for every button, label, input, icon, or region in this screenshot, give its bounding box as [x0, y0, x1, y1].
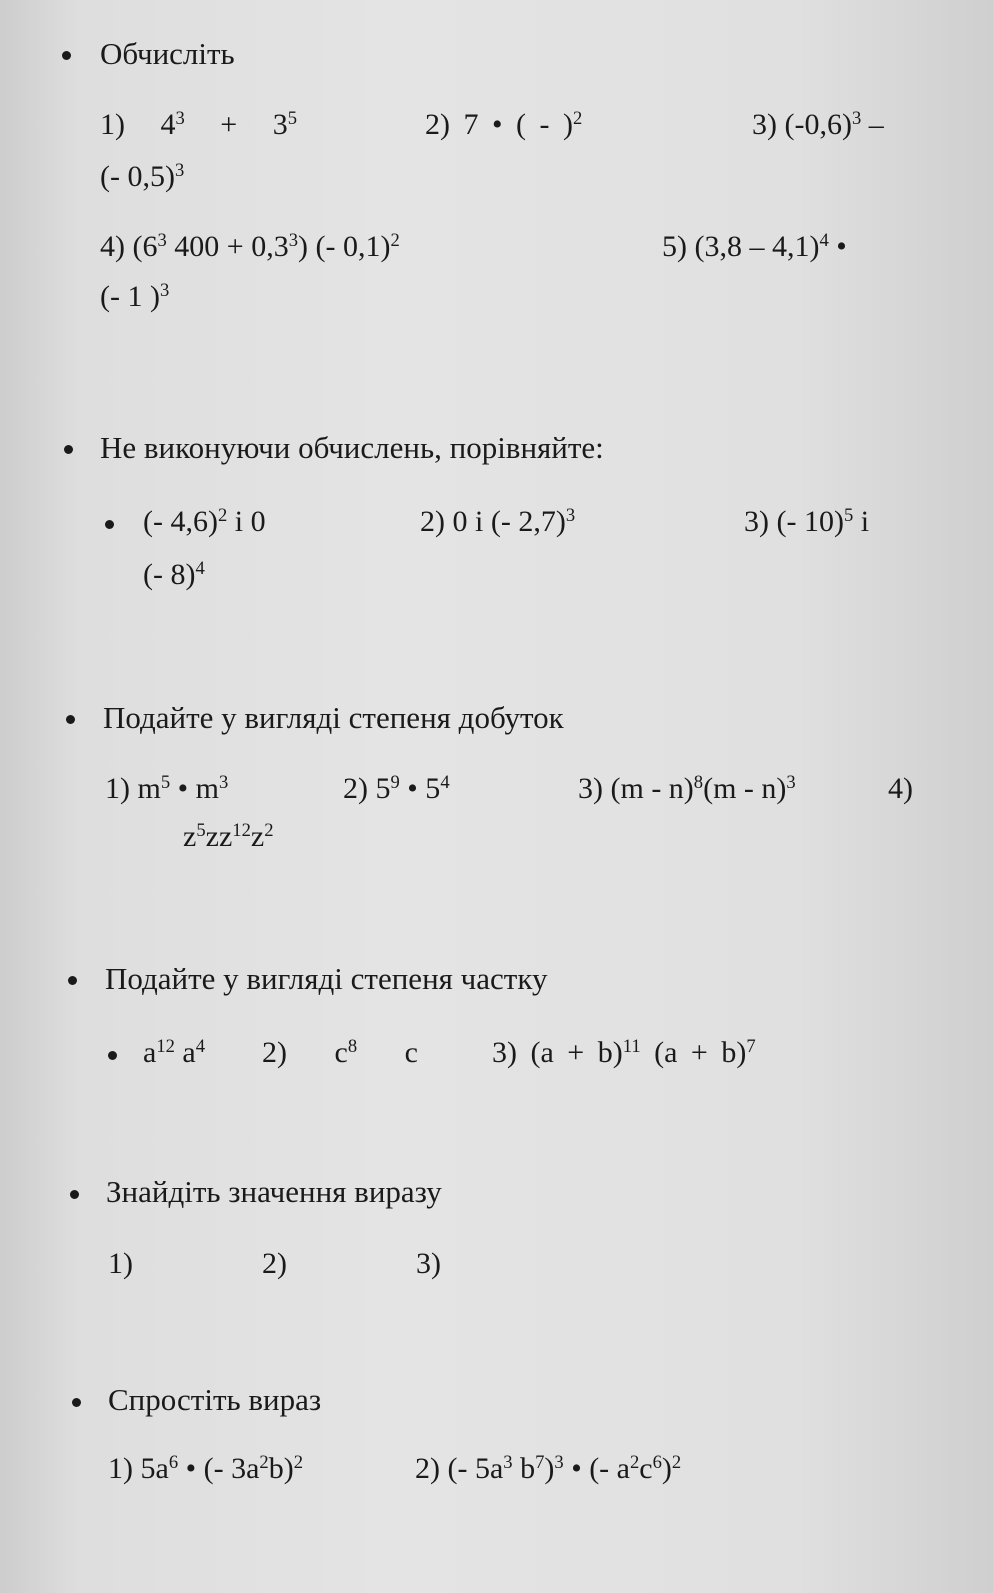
expr-text: 7 • ( - ) — [463, 108, 573, 141]
expr-line — [416, 1247, 441, 1281]
expr-line — [100, 230, 400, 264]
exponent: 2 — [572, 107, 583, 129]
expr-text: a — [143, 1036, 157, 1069]
exponent: 3 — [159, 279, 170, 301]
expr-line — [662, 230, 847, 264]
expr-line — [183, 820, 273, 854]
expr-text: і 0 — [227, 505, 266, 538]
expr-text: a — [174, 1036, 196, 1069]
expr-text: 2) — [262, 1036, 335, 1069]
bullet — [64, 445, 73, 454]
exponent: 4 — [440, 771, 450, 793]
exponent: 7 — [535, 1451, 545, 1473]
bullet — [108, 1051, 117, 1060]
expr-text: (- 10) — [776, 505, 844, 538]
exponent: 2 — [259, 1451, 269, 1473]
expr-text: 0 і (- 2,7) — [452, 505, 566, 538]
expr-text: 2) 5 — [343, 772, 391, 805]
expr-text: 2) — [420, 505, 453, 538]
expr-line — [343, 772, 450, 806]
expr-line — [415, 1452, 681, 1486]
expr-text: ) — [544, 1452, 555, 1485]
exponent: 5 — [287, 107, 298, 129]
expr-text: і — [853, 505, 870, 538]
exponent: 5 — [160, 771, 171, 793]
expr-line — [425, 108, 582, 142]
expr-line — [100, 160, 184, 194]
exponent: 12 — [232, 819, 251, 841]
expr-text: • m — [170, 772, 219, 805]
exponent: 6 — [652, 1451, 662, 1473]
exponent: 2 — [630, 1451, 640, 1473]
expr-text: 2) (- 5a — [415, 1452, 504, 1485]
expr-line — [100, 108, 297, 142]
expr-text: (- 0,5) — [100, 160, 175, 193]
expr-text: (- 4,6) — [143, 505, 218, 538]
expr-line — [578, 772, 796, 806]
expr-line — [262, 1247, 287, 1281]
bullet — [105, 520, 114, 529]
bullet — [68, 976, 77, 985]
expr-text: • (- a — [563, 1452, 630, 1485]
expr-text: • — [828, 230, 847, 263]
expr-text: b — [512, 1452, 536, 1485]
expr-text: 5) — [662, 230, 695, 263]
expr-text: ) — [661, 1452, 672, 1485]
expr-line — [262, 1036, 418, 1070]
exponent: 4 — [195, 1035, 206, 1057]
expr-text: b) — [268, 1452, 294, 1485]
expr-text: 3) — [416, 1247, 441, 1280]
expr-line — [108, 1452, 303, 1486]
expr-text: 4) — [888, 772, 913, 805]
exponent: 4 — [195, 557, 205, 579]
expr-text: 4) — [100, 230, 133, 263]
exponent: 8 — [347, 1035, 358, 1057]
expr-text: 1) — [108, 1247, 133, 1280]
bullet — [66, 715, 75, 724]
expr-text: 1) m — [105, 772, 161, 805]
expr-text: c — [639, 1452, 653, 1485]
section-title-product: Подайте у вигляді степеня добуток — [103, 700, 564, 735]
exponent: 2 — [390, 229, 400, 251]
expr-text: • 5 — [399, 772, 441, 805]
bullet — [70, 1190, 79, 1199]
exponent: 5 — [196, 819, 206, 841]
expr-line — [143, 1036, 205, 1070]
bullet — [72, 1398, 81, 1407]
expr-line — [143, 505, 266, 539]
expr-line — [143, 558, 205, 592]
expr-text: 400 + 0,3 — [166, 230, 289, 263]
expr-line — [420, 505, 575, 539]
exponent: 2 — [293, 1451, 304, 1473]
exponent: 12 — [156, 1035, 175, 1057]
exponent: 2 — [217, 504, 228, 526]
expr-text: (m - n) — [703, 772, 787, 805]
expr-text: 3) — [744, 505, 777, 538]
expr-text: (-0,6) — [784, 108, 852, 141]
exponent: 3 — [786, 771, 796, 793]
expr-text: 1) — [100, 108, 161, 141]
expr-text: 3) — [752, 108, 785, 141]
bullet — [62, 51, 71, 60]
exponent: 8 — [693, 771, 704, 793]
expr-text: zz — [205, 820, 233, 853]
section-title-compute: Обчисліть — [100, 36, 235, 71]
expr-text: 3) (m - n) — [578, 772, 694, 805]
expr-line — [100, 280, 169, 314]
expr-text: + 3 — [184, 108, 288, 141]
exponent: 9 — [390, 771, 400, 793]
expr-text: (a + b) — [640, 1036, 747, 1069]
exponent: 5 — [843, 504, 854, 526]
exponent: 6 — [168, 1451, 179, 1473]
expr-text: 2) — [425, 108, 464, 141]
exponent: 4 — [819, 229, 829, 251]
exponent: 2 — [671, 1451, 682, 1473]
expr-line — [492, 1036, 756, 1070]
expr-text: (6 — [132, 230, 158, 263]
exponent: 11 — [622, 1035, 641, 1057]
expr-text: (a + b) — [530, 1036, 623, 1069]
expr-text: 3) — [492, 1036, 531, 1069]
section-title-compare: Не виконуючи обчислень, порівняйте: — [100, 430, 604, 465]
expr-text: (3,8 – 4,1) — [694, 230, 820, 263]
expr-text: ) (- 0,1) — [298, 230, 391, 263]
expr-text: • (- 3a — [178, 1452, 260, 1485]
expr-line — [105, 772, 228, 806]
section-title-simplify: Спростіть вираз — [108, 1382, 322, 1417]
expr-line — [744, 505, 869, 539]
expr-text: (- 8) — [143, 558, 196, 591]
expr-text: (- 1 ) — [100, 280, 160, 313]
expr-text: z — [250, 820, 265, 853]
exponent: 3 — [288, 229, 299, 251]
expr-text: 2) — [262, 1247, 287, 1280]
section-title-evaluate: Знайдіть значення виразу — [106, 1174, 442, 1209]
expr-line — [752, 108, 884, 142]
exponent: 2 — [264, 819, 274, 841]
exponent: 3 — [157, 229, 167, 251]
expr-text: c — [334, 1036, 348, 1069]
exponent: 3 — [218, 771, 229, 793]
expr-text: – — [861, 108, 884, 141]
expr-line — [108, 1247, 133, 1281]
exponent: 7 — [746, 1035, 756, 1057]
exponent: 3 — [565, 504, 576, 526]
expr-text: z — [183, 820, 197, 853]
exponent: 3 — [554, 1451, 564, 1473]
expr-line — [888, 772, 913, 806]
exponent: 3 — [175, 107, 185, 129]
exponent: 3 — [503, 1451, 513, 1473]
section-title-quotient: Подайте у вигляді степеня частку — [105, 961, 548, 996]
expr-text: 4 — [160, 108, 176, 141]
expr-text: 1) 5a — [108, 1452, 169, 1485]
expr-text: c — [357, 1036, 418, 1069]
exponent: 3 — [174, 159, 185, 181]
exponent: 3 — [851, 107, 862, 129]
